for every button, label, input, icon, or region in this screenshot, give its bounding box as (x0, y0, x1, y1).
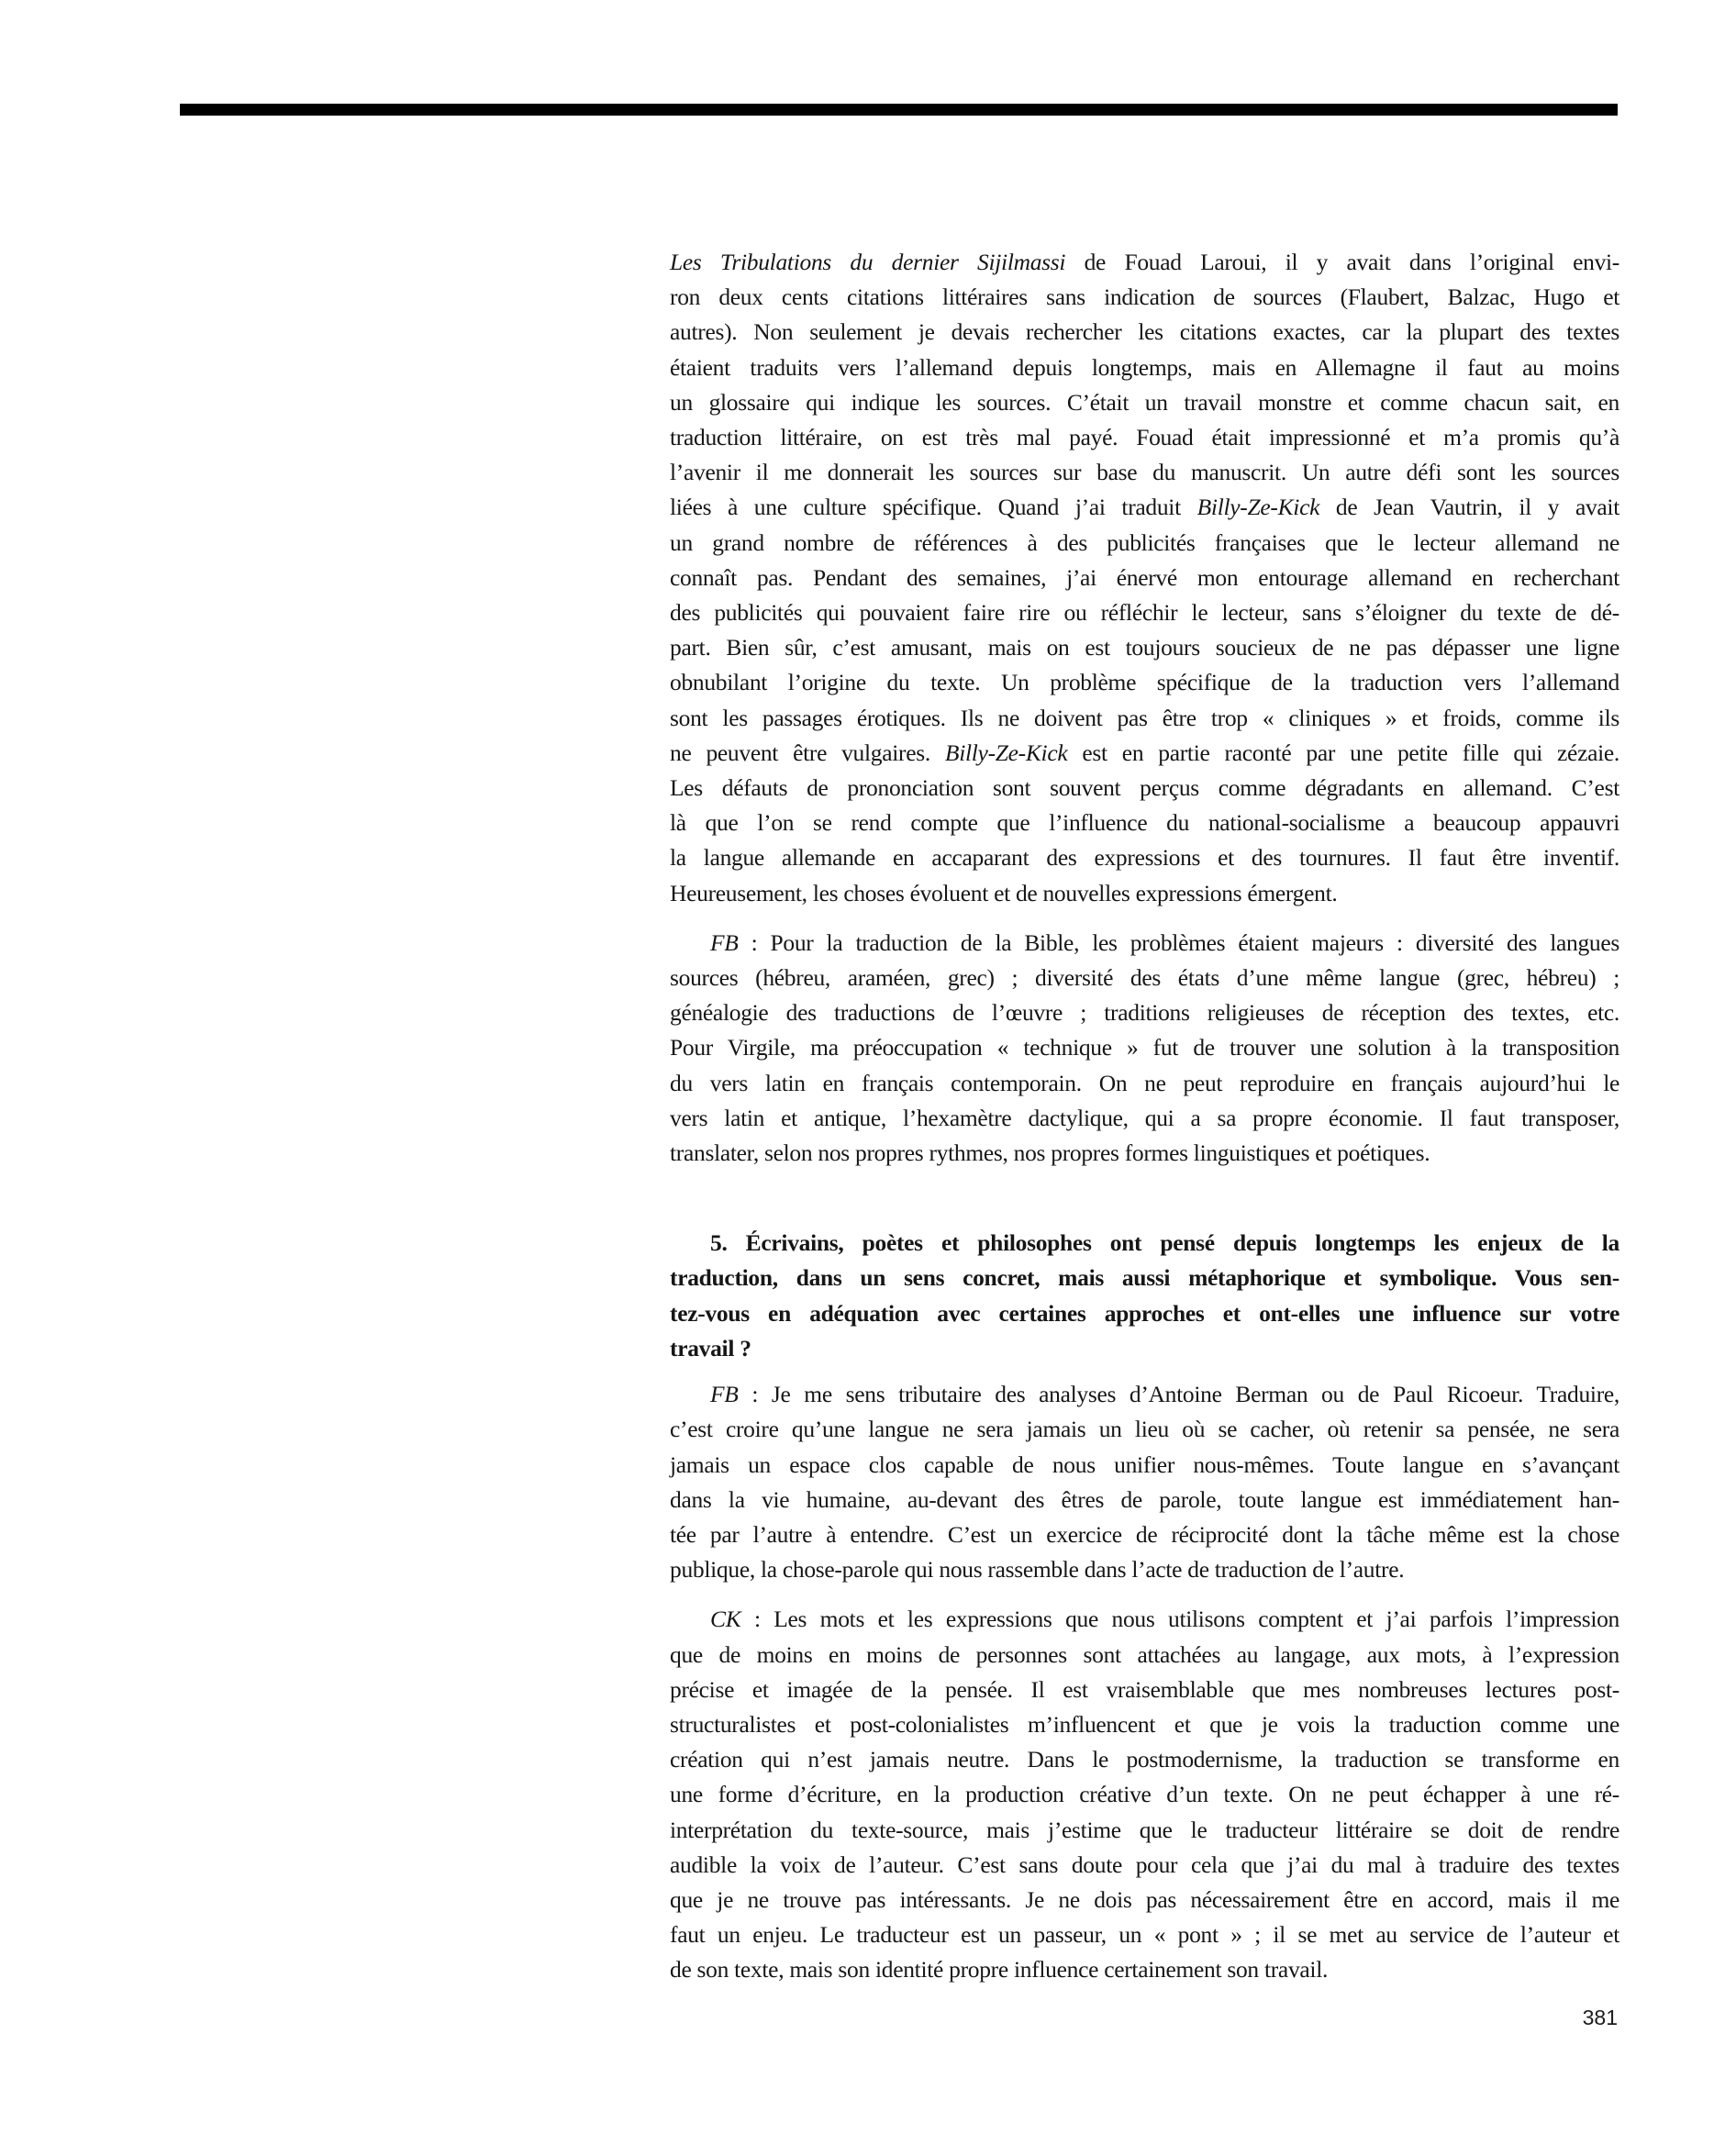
text-line (670, 350, 1619, 385)
text-segment: vers latin et antique, l’hexamètre dactylique, qui a sa propre économie. Il faut transposer, (670, 1104, 1619, 1131)
text-line (670, 665, 1619, 700)
text-segment: Pour Virgile, ma préoccupation « technique » fut de trouver une solution à la transposition (670, 1034, 1619, 1061)
text-segment: du vers latin en français contemporain. On ne peut reproduire en français aujourd’hui le (670, 1069, 1619, 1096)
text-segment: la langue allemande en accaparant des expressions et des tournures. Il faut être inventif. (670, 844, 1619, 872)
text-segment: jamais un espace clos capable de nous unifier nous-mêmes. Toute langue en s’avançant (670, 1450, 1619, 1478)
text-line (670, 1517, 1619, 1552)
text-line (670, 1136, 1619, 1171)
text-line (670, 876, 1619, 911)
text-line (670, 1638, 1619, 1673)
text-line (670, 245, 1619, 280)
text-segment: là que l’on se rend compte que l’influence du national-socialisme a beaucoup appauvri (670, 809, 1619, 837)
text-line (670, 455, 1619, 490)
text-segment: l’avenir il me donnerait les sources sur base du manuscrit. Un autre défi sont les sources (670, 459, 1619, 486)
text-segment: généalogie des traductions de l’œuvre ; traditions religieuses de réception des textes, etc. (670, 999, 1619, 1027)
paragraph (670, 1377, 1619, 1587)
text-line (670, 1377, 1619, 1412)
text-segment: faut un enjeu. Le traducteur est un passeur, un « pont » ; il se met au service de l’auteur et (670, 1921, 1619, 1949)
text-line (670, 1331, 1619, 1366)
text-segment: que je ne trouve pas intéressants. Je ne dois pas nécessairement être en accord, mais il me (670, 1885, 1619, 1913)
text-line (670, 926, 1619, 961)
text-line (670, 595, 1619, 630)
text-line (670, 1602, 1619, 1637)
text-segment: de Jean Vautrin, il y avait (1319, 494, 1620, 521)
text-line (670, 1742, 1619, 1777)
text-line (670, 701, 1619, 736)
text-segment: Les défauts de prononciation sont souvent perçus comme dégradants en allemand. C’est (670, 774, 1619, 802)
paragraph (670, 245, 1619, 911)
paragraph (670, 926, 1619, 1171)
question-heading (670, 1226, 1619, 1366)
text-segment: est en partie raconté par une petite fille qui zézaie. (1067, 739, 1619, 766)
text-line (670, 1883, 1619, 1917)
text-line (670, 1952, 1619, 1987)
text-segment: traduction littéraire, on est très mal payé. Fouad était impressionné et m’a promis qu’à (670, 424, 1619, 451)
text-line (670, 1448, 1619, 1483)
text-line (670, 1673, 1619, 1707)
text-segment: de son texte, mais son identité propre influence certainement son travail. (670, 1956, 1329, 1984)
text-segment: précise et imagée de la pensée. Il est vraisemblable que mes nombreuses lectures post- (670, 1675, 1619, 1703)
top-rule (180, 104, 1618, 116)
text-line (670, 1813, 1619, 1848)
paragraph (670, 1602, 1619, 1987)
text-line (670, 1552, 1619, 1587)
text-line (670, 1261, 1619, 1295)
text-segment: autres). Non seulement je devais rechercher les citations exactes, car la plupart des textes (670, 318, 1619, 346)
text-line (670, 561, 1619, 595)
text-segment: travail ? (670, 1334, 751, 1361)
text-segment: création qui n’est jamais neutre. Dans le postmodernisme, la traduction se transforme en (670, 1746, 1619, 1773)
text-segment: étaient traduits vers l’allemand depuis longtemps, mais en Allemagne il faut au moins (670, 353, 1619, 381)
text-segment: 5. Écrivains, poètes et philosophes ont pensé depuis longtemps les enjeux de la (710, 1229, 1619, 1257)
text-segment: Heureusement, les choses évoluent et de nouvelles expressions émergent. (670, 879, 1338, 906)
text-line (670, 961, 1619, 995)
text-line (670, 1777, 1619, 1812)
text-segment: : Les mots et les expressions que nous utilisons comptent et j’ai parfois l’impression (740, 1606, 1619, 1633)
text-line (670, 806, 1619, 840)
text-line (670, 490, 1619, 525)
text-line (670, 1101, 1619, 1136)
text-line (670, 1483, 1619, 1517)
text-segment: : Pour la traduction de la Bible, les problèmes étaient majeurs : diversité des langues (738, 928, 1619, 956)
text-line (670, 526, 1619, 561)
text-segment: audible la voix de l’auteur. C’est sans doute pour cela que j’ai du mal à traduire des textes (670, 1850, 1619, 1878)
text-segment: c’est croire qu’une langue ne sera jamais un lieu où se cacher, où retenir sa pensée, ne sera (670, 1416, 1619, 1443)
text-line (670, 736, 1619, 771)
text-segment: publique, la chose-parole qui nous rassemble dans l’acte de traduction de l’autre. (670, 1556, 1405, 1584)
text-line (670, 1917, 1619, 1952)
text-segment: tez-vous en adéquation avec certaines approches et ont-elles une influence sur votre (670, 1299, 1619, 1327)
text-segment: dans la vie humaine, au-devant des êtres de parole, toute langue est immédiatement han- (670, 1485, 1619, 1513)
text-segment: traduction, dans un sens concret, mais aussi métaphorique et symbolique. Vous sen- (670, 1264, 1619, 1292)
text-line (670, 280, 1619, 315)
italic-text: Billy-Ze-Kick (944, 739, 1068, 766)
italic-text: FB (710, 1381, 739, 1408)
text-segment: interprétation du texte-source, mais j’estime que le traducteur littéraire se doit de rendre (670, 1816, 1619, 1843)
text-segment: des publicités qui pouvaient faire rire ou réfléchir le lecteur, sans s’éloigner du texte de dé- (670, 599, 1619, 627)
text-segment: sont les passages érotiques. Ils ne doivent pas être trop « cliniques » et froids, comme ils (670, 704, 1619, 731)
text-line (670, 840, 1619, 875)
text-segment: connaît pas. Pendant des semaines, j’ai énervé mon entourage allemand en recherchant (670, 563, 1619, 591)
italic-text: Billy-Ze-Kick (1196, 494, 1320, 521)
text-segment: translater, selon nos propres rythmes, nos propres formes linguistiques et poétiques. (670, 1139, 1430, 1167)
page-number: 381 (1582, 2006, 1618, 2029)
text-line (670, 385, 1619, 420)
text-segment: sources (hébreu, araméen, grec) ; diversité des états d’une même langue (grec, hébreu) ; (670, 964, 1619, 992)
text-segment: liées à une culture spécifique. Quand j’ai traduit (670, 494, 1197, 521)
text-segment: de Fouad Laroui, il y avait dans l’original envi- (1065, 249, 1619, 275)
italic-text: CK (710, 1606, 741, 1633)
text-line (670, 1066, 1619, 1101)
text-line (670, 995, 1619, 1030)
text-line (670, 1030, 1619, 1065)
text-line (670, 1296, 1619, 1331)
text-segment: que de moins en moins de personnes sont attachées au langage, aux mots, à l’expression (670, 1640, 1619, 1668)
text-line (670, 315, 1619, 350)
text-line (670, 1412, 1619, 1447)
text-segment: ne peuvent être vulgaires. (670, 739, 945, 766)
text-segment: un glossaire qui indique les sources. C’était un travail monstre et comme chacun sait, en (670, 388, 1619, 416)
text-line (670, 771, 1619, 806)
text-segment: ron deux cents citations littéraires sans indication de sources (Flaubert, Balzac, Hugo et (670, 283, 1619, 311)
text-line (670, 630, 1619, 665)
text-segment: tée par l’autre à entendre. C’est un exercice de réciprocité dont la tâche même est la chose (670, 1520, 1619, 1548)
italic-text: Les Tribulations du dernier Sijilmassi (670, 249, 1066, 275)
italic-text: FB (710, 928, 739, 956)
text-line (670, 1226, 1619, 1261)
text-column (670, 245, 1619, 1988)
text-segment: une forme d’écriture, en la production créative d’un texte. On ne peut échapper à une ré- (670, 1781, 1619, 1808)
text-line (670, 1848, 1619, 1883)
text-segment: part. Bien sûr, c’est amusant, mais on est toujours soucieux de ne pas dépasser une ligne (670, 634, 1619, 661)
text-segment: structuralistes et post-colonialistes m’influencent et que je vois la traduction comme une (670, 1710, 1619, 1738)
text-segment: obnubilant l’origine du texte. Un problème spécifique de la traduction vers l’allemand (670, 669, 1619, 696)
text-segment: un grand nombre de références à des publicités françaises que le lecteur allemand ne (670, 528, 1619, 556)
text-segment: : Je me sens tributaire des analyses d’Antoine Berman ou de Paul Ricoeur. Traduire, (738, 1381, 1619, 1408)
text-line (670, 1707, 1619, 1742)
text-line (670, 420, 1619, 455)
